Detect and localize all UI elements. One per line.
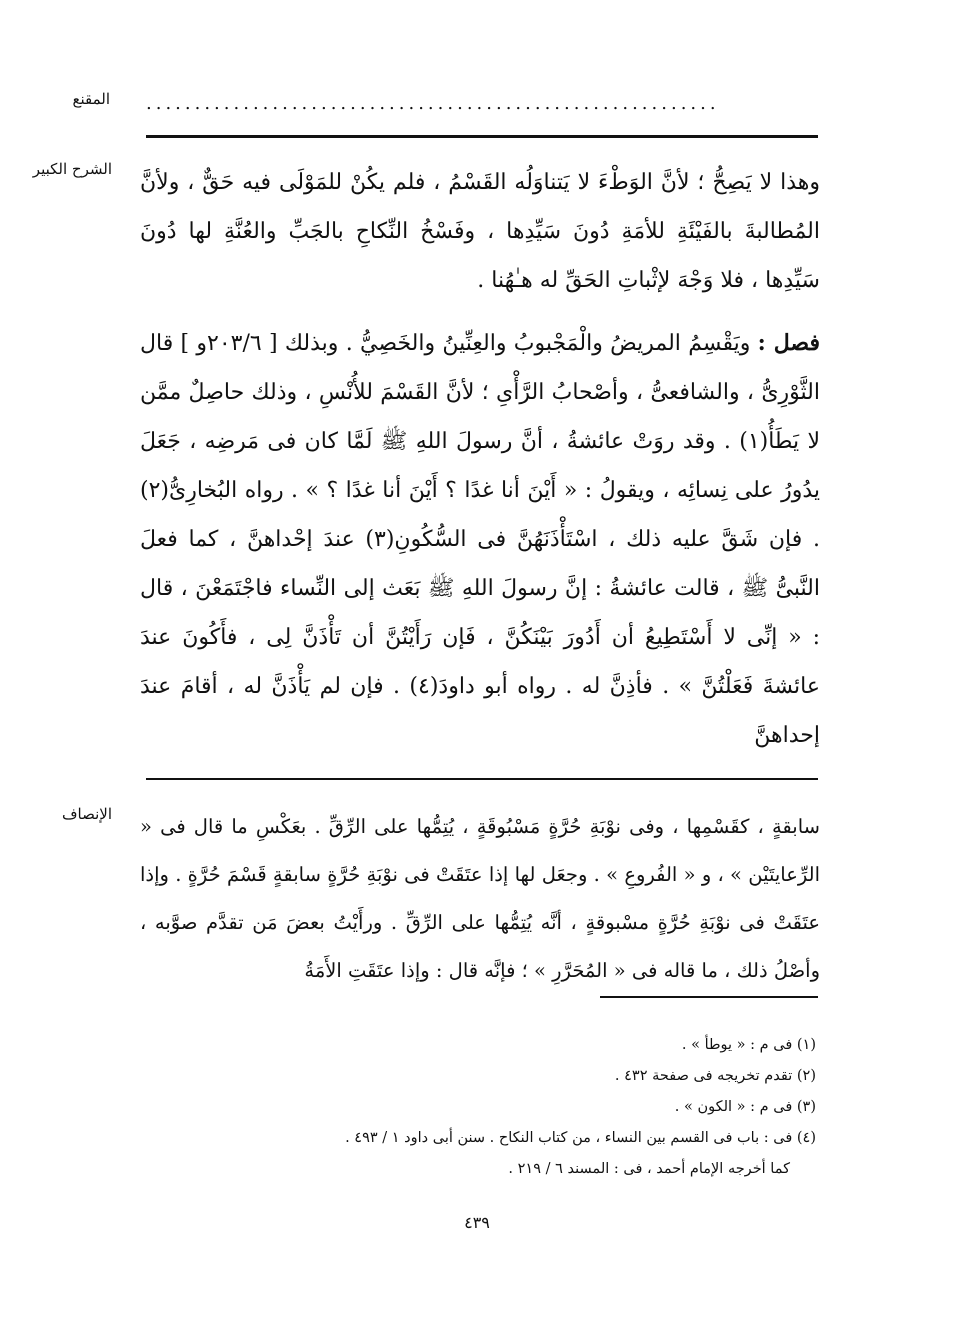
section-divider xyxy=(146,778,818,780)
book-name: المقنع xyxy=(72,90,110,108)
header-rule xyxy=(146,135,818,138)
footnote-4-continuation: كما أخرجه الإمام أحمد ، فى : المسند ٦ / ٢١٩ . xyxy=(508,1161,790,1177)
running-head xyxy=(146,93,808,115)
footnotes xyxy=(260,1030,816,1185)
footnote-1: (١) فى م : « يوطأ » . xyxy=(681,1037,816,1053)
insaf-side-label: الإنصاف xyxy=(61,805,112,823)
insaf-paragraph: سابقةٍ ، كقَسْمِها ، وفى نوْبَةِ حُرَّةٍ مَسْبُوقَةٍ ، يُتِمُّها على الرِّقِّ . بعَكْسِ ما قال فى « الرِّعايتَيْن » ، و « الفُروعِ » . وجعَل لها إذا عتَقَتْ فى نوْبَةِ حُرَّةٍ سابقةٍ قَسْمَ حُرَّةٍ . وإذا عتَقَتْ فى نوْبَةِ حُرَّةٍ مسْبوقةٍ ، أنَّه يُتِمُّها على الرِّقِّ . ورأَيْتُ بعضَ مَن تقدَّم صوَّبه ، وأصْلُ ذلك ، ما قاله فى « المُحَرَّرِ » ؛ فإنَّه قال : وإذا عتَقَتِ الأَمَةُ xyxy=(140,815,820,982)
insaf-text xyxy=(140,803,820,995)
sharh-text xyxy=(140,158,820,760)
sharh-paragraph-2 xyxy=(140,319,820,760)
footnote-rule xyxy=(600,996,818,998)
sharh-paragraph-2-text: ويَقْسِمُ المريضُ والْمَجْبوبُ والعِنِّينُ والخَصِيُّ . وبذلك [ ٢٠٣/٦و ] قال الثَّوْرِىُّ ، والشافعىُّ ، وأصْحابُ الرَّأْىِ ؛ لأنَّ القَسْمَ للأُنْسِ ، وذلك حاصِلٌ ممَّن لا يَطَأُ(١) . وقد روَتْ عائشةُ ، أنَّ رسولَ اللهِ ﷺ لَمَّا كان فى مَرضِه ، جَعَلَ يدُورُ على نِسائِه ، ويقولُ : « أَيْنَ أنا غدًا ؟ أَيْنَ أنا غدًا ؟ » . رواه البُخارِىُّ(٢) . فإن شَقَّ عليه ذلك ، اسْتَأْذَنَهُنَّ فى السُّكُونِ(٣) عندَ إحْداهنَّ ، كما فعلَ النَّبىُّ ﷺ ، قالت عائشةُ : إنَّ رسولَ اللهِ ﷺ بَعَث إلى النِّساء فاجْتَمَعْنَ ، قال : « إنِّى لا أَسْتَطِيعُ أن أَدُورَ بَيْنَكُنَّ ، فَإن رَأَيْتُنَّ أن تَأْذَنَّ لِى ، فأَكُونَ عندَ عائشةَ فَعَلْتُنَّ » . فأذِنَّ له . رواه أبو داودَ(٤) . فإن لم يَأْذَنَّ له ، أقامَ عندَ إحداهنَّ xyxy=(140,331,821,748)
footnote-2: (٢) تقدم تخريجه فى صفحة ٤٣٢ . xyxy=(614,1068,816,1084)
sharh-paragraph-1: وهذا لا يَصِحُّ ؛ لأنَّ الوَطْءَ لا يَتناوَلُه القَسْمُ ، فلم يكُنْ للمَوْلَى فيه حَقٌّ ، ولأنَّ المُطالبةَ بالفَيْئَةِ للأمَةِ دُونَ سَيِّدِها ، وفَسْخُ النِّكاحِ بالجَبِّ والعُنَّةِ لها دُونَ سَيِّدِها ، فلا وَجْهَ لإثْباتِ الحَقِّ له هـٰهُنا . xyxy=(140,170,820,293)
page-number: ٤٣٩ xyxy=(464,1213,490,1232)
footnote-3: (٣) فى م : « الكون » . xyxy=(674,1099,816,1115)
fasl-heading: فصل : xyxy=(757,330,820,356)
footnote-4: (٤) فى : باب فى القسم بين النساء ، من كتاب النكاح . سنن أبى داود ١ / ٤٩٣ . xyxy=(345,1130,816,1146)
sharh-side-label: الشرح الكبير xyxy=(32,160,112,178)
dotted-leader: ........................................................... xyxy=(146,93,720,114)
